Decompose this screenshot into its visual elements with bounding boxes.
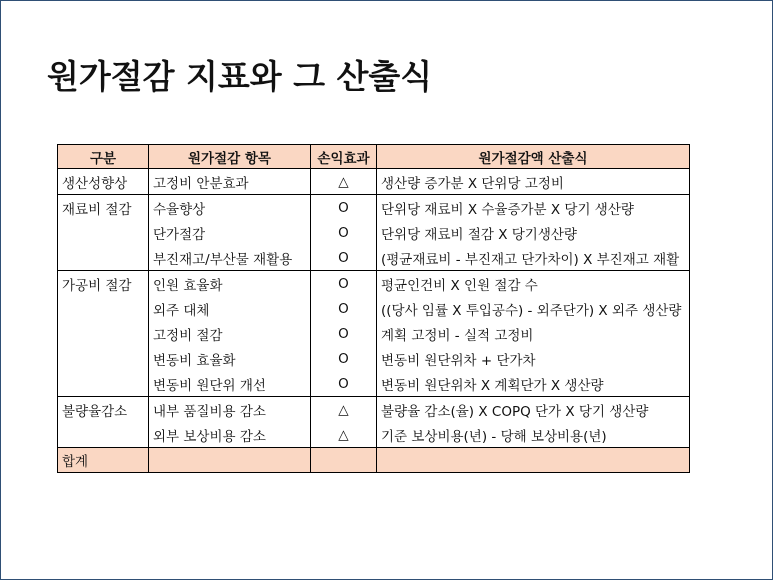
table-row	[58, 195, 690, 221]
table-row	[58, 422, 690, 448]
header-item: 원가절감 항목	[149, 145, 311, 169]
group-cell: 재료비 절감	[58, 195, 149, 221]
total-label: 합계	[58, 448, 149, 473]
total-row	[58, 448, 690, 473]
effect-cell: O	[311, 296, 377, 321]
header-formula: 원가절감액 산출식	[377, 145, 690, 169]
effect-cell: △	[311, 169, 377, 195]
table-row	[58, 296, 690, 321]
item-cell: 변동비 원단위 개선	[149, 371, 311, 397]
header-effect: 손익효과	[311, 145, 377, 169]
group-cell	[58, 371, 149, 397]
table-row	[58, 321, 690, 346]
group-cell	[58, 422, 149, 448]
effect-cell: O	[311, 371, 377, 397]
item-cell: 외주 대체	[149, 296, 311, 321]
formula-cell: ((당사 임률 X 투입공수) - 외주단가) X 외주 생산량	[377, 296, 690, 321]
item-cell: 단가절감	[149, 220, 311, 245]
cost-reduction-table	[57, 144, 690, 473]
formula-cell: 변동비 원단위차 + 단가차	[377, 346, 690, 371]
item-cell: 외부 보상비용 감소	[149, 422, 311, 448]
effect-cell: O	[311, 271, 377, 297]
header-category: 구분	[58, 145, 149, 169]
formula-cell: 계획 고정비 - 실적 고정비	[377, 321, 690, 346]
item-cell: 수율향상	[149, 195, 311, 221]
formula-cell: 평균인건비 X 인원 절감 수	[377, 271, 690, 297]
group-cell	[58, 296, 149, 321]
group-cell	[58, 346, 149, 371]
table-row	[58, 245, 690, 271]
table-row	[58, 271, 690, 297]
table-row	[58, 169, 690, 195]
effect-cell: O	[311, 195, 377, 221]
total-item-cell	[149, 448, 311, 473]
effect-cell: O	[311, 346, 377, 371]
formula-cell: 불량율 감소(율) X COPQ 단가 X 당기 생산량	[377, 397, 690, 423]
effect-cell: O	[311, 245, 377, 271]
group-cell	[58, 220, 149, 245]
formula-cell: 단위당 재료비 절감 X 당기생산량	[377, 220, 690, 245]
group-cell: 가공비 절감	[58, 271, 149, 297]
formula-cell: 기준 보상비용(년) - 당해 보상비용(년)	[377, 422, 690, 448]
formula-cell: 변동비 원단위차 X 계획단가 X 생산량	[377, 371, 690, 397]
total-formula-cell	[377, 448, 690, 473]
table-header-row	[58, 145, 690, 169]
effect-cell: △	[311, 397, 377, 423]
table-row	[58, 346, 690, 371]
effect-cell: O	[311, 321, 377, 346]
item-cell: 고정비 절감	[149, 321, 311, 346]
item-cell: 인원 효율화	[149, 271, 311, 297]
group-cell: 불량율감소	[58, 397, 149, 423]
group-cell: 생산성향상	[58, 169, 149, 195]
formula-cell: (평균재료비 - 부진재고 단가차이) X 부진재고 재활	[377, 245, 690, 271]
item-cell: 변동비 효율화	[149, 346, 311, 371]
effect-cell: △	[311, 422, 377, 448]
formula-cell: 단위당 재료비 X 수율증가분 X 당기 생산량	[377, 195, 690, 221]
table-row	[58, 371, 690, 397]
group-cell	[58, 245, 149, 271]
item-cell: 부진재고/부산물 재활용	[149, 245, 311, 271]
table-row	[58, 220, 690, 245]
item-cell: 고정비 안분효과	[149, 169, 311, 195]
total-effect-cell	[311, 448, 377, 473]
table-row	[58, 397, 690, 423]
formula-cell: 생산량 증가분 X 단위당 고정비	[377, 169, 690, 195]
slide-title: 원가절감 지표와 그 산출식	[47, 57, 433, 96]
group-cell	[58, 321, 149, 346]
item-cell: 내부 품질비용 감소	[149, 397, 311, 423]
effect-cell: O	[311, 220, 377, 245]
